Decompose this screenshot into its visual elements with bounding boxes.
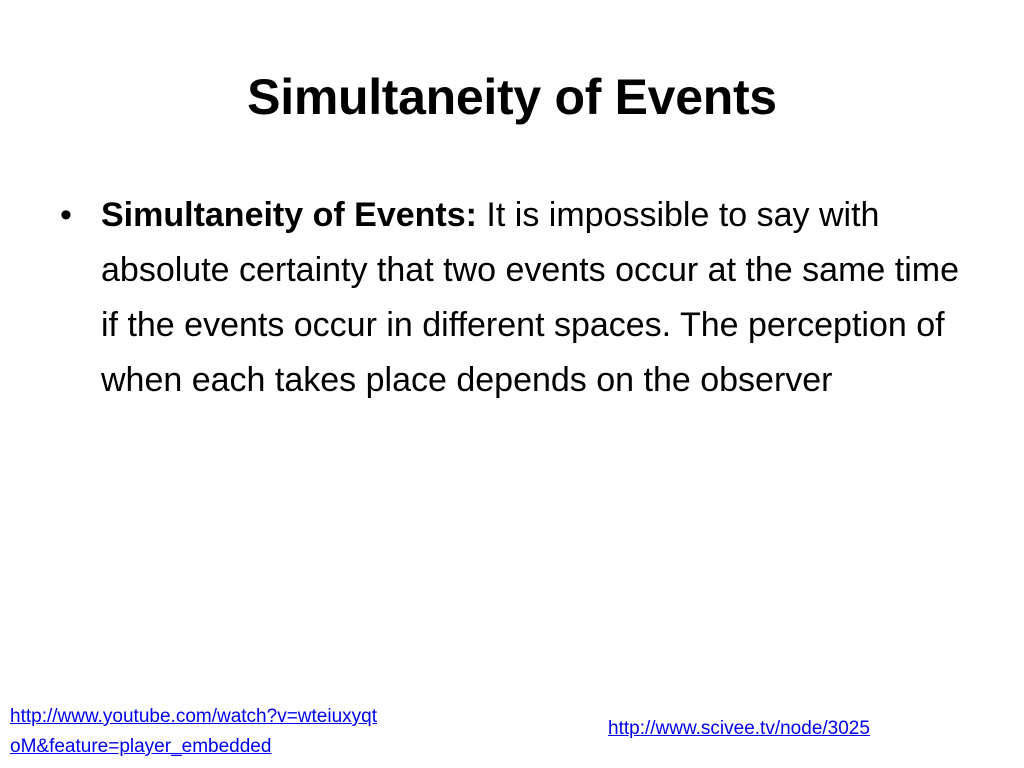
- bullet-term: Simultaneity of Events:: [101, 196, 477, 234]
- bullet-text: It is impossible to say with absolute certainty that two events occur at the same time if the events occur in different spaces. The perception of when each takes place depends on the observer: [101, 196, 959, 399]
- youtube-link-line2[interactable]: oM&feature=player_embedded: [10, 736, 272, 757]
- youtube-link[interactable]: [10, 702, 500, 762]
- scivee-link[interactable]: http://www.scivee.tv/node/3025: [608, 718, 870, 739]
- bullet-dot-icon: •: [60, 196, 72, 234]
- youtube-link-line1[interactable]: http://www.youtube.com/watch?v=wteiuxyqt: [10, 706, 377, 727]
- bullet-list: [58, 188, 978, 408]
- bullet-item: [58, 188, 978, 408]
- slide-title: Simultaneity of Events: [247, 69, 777, 125]
